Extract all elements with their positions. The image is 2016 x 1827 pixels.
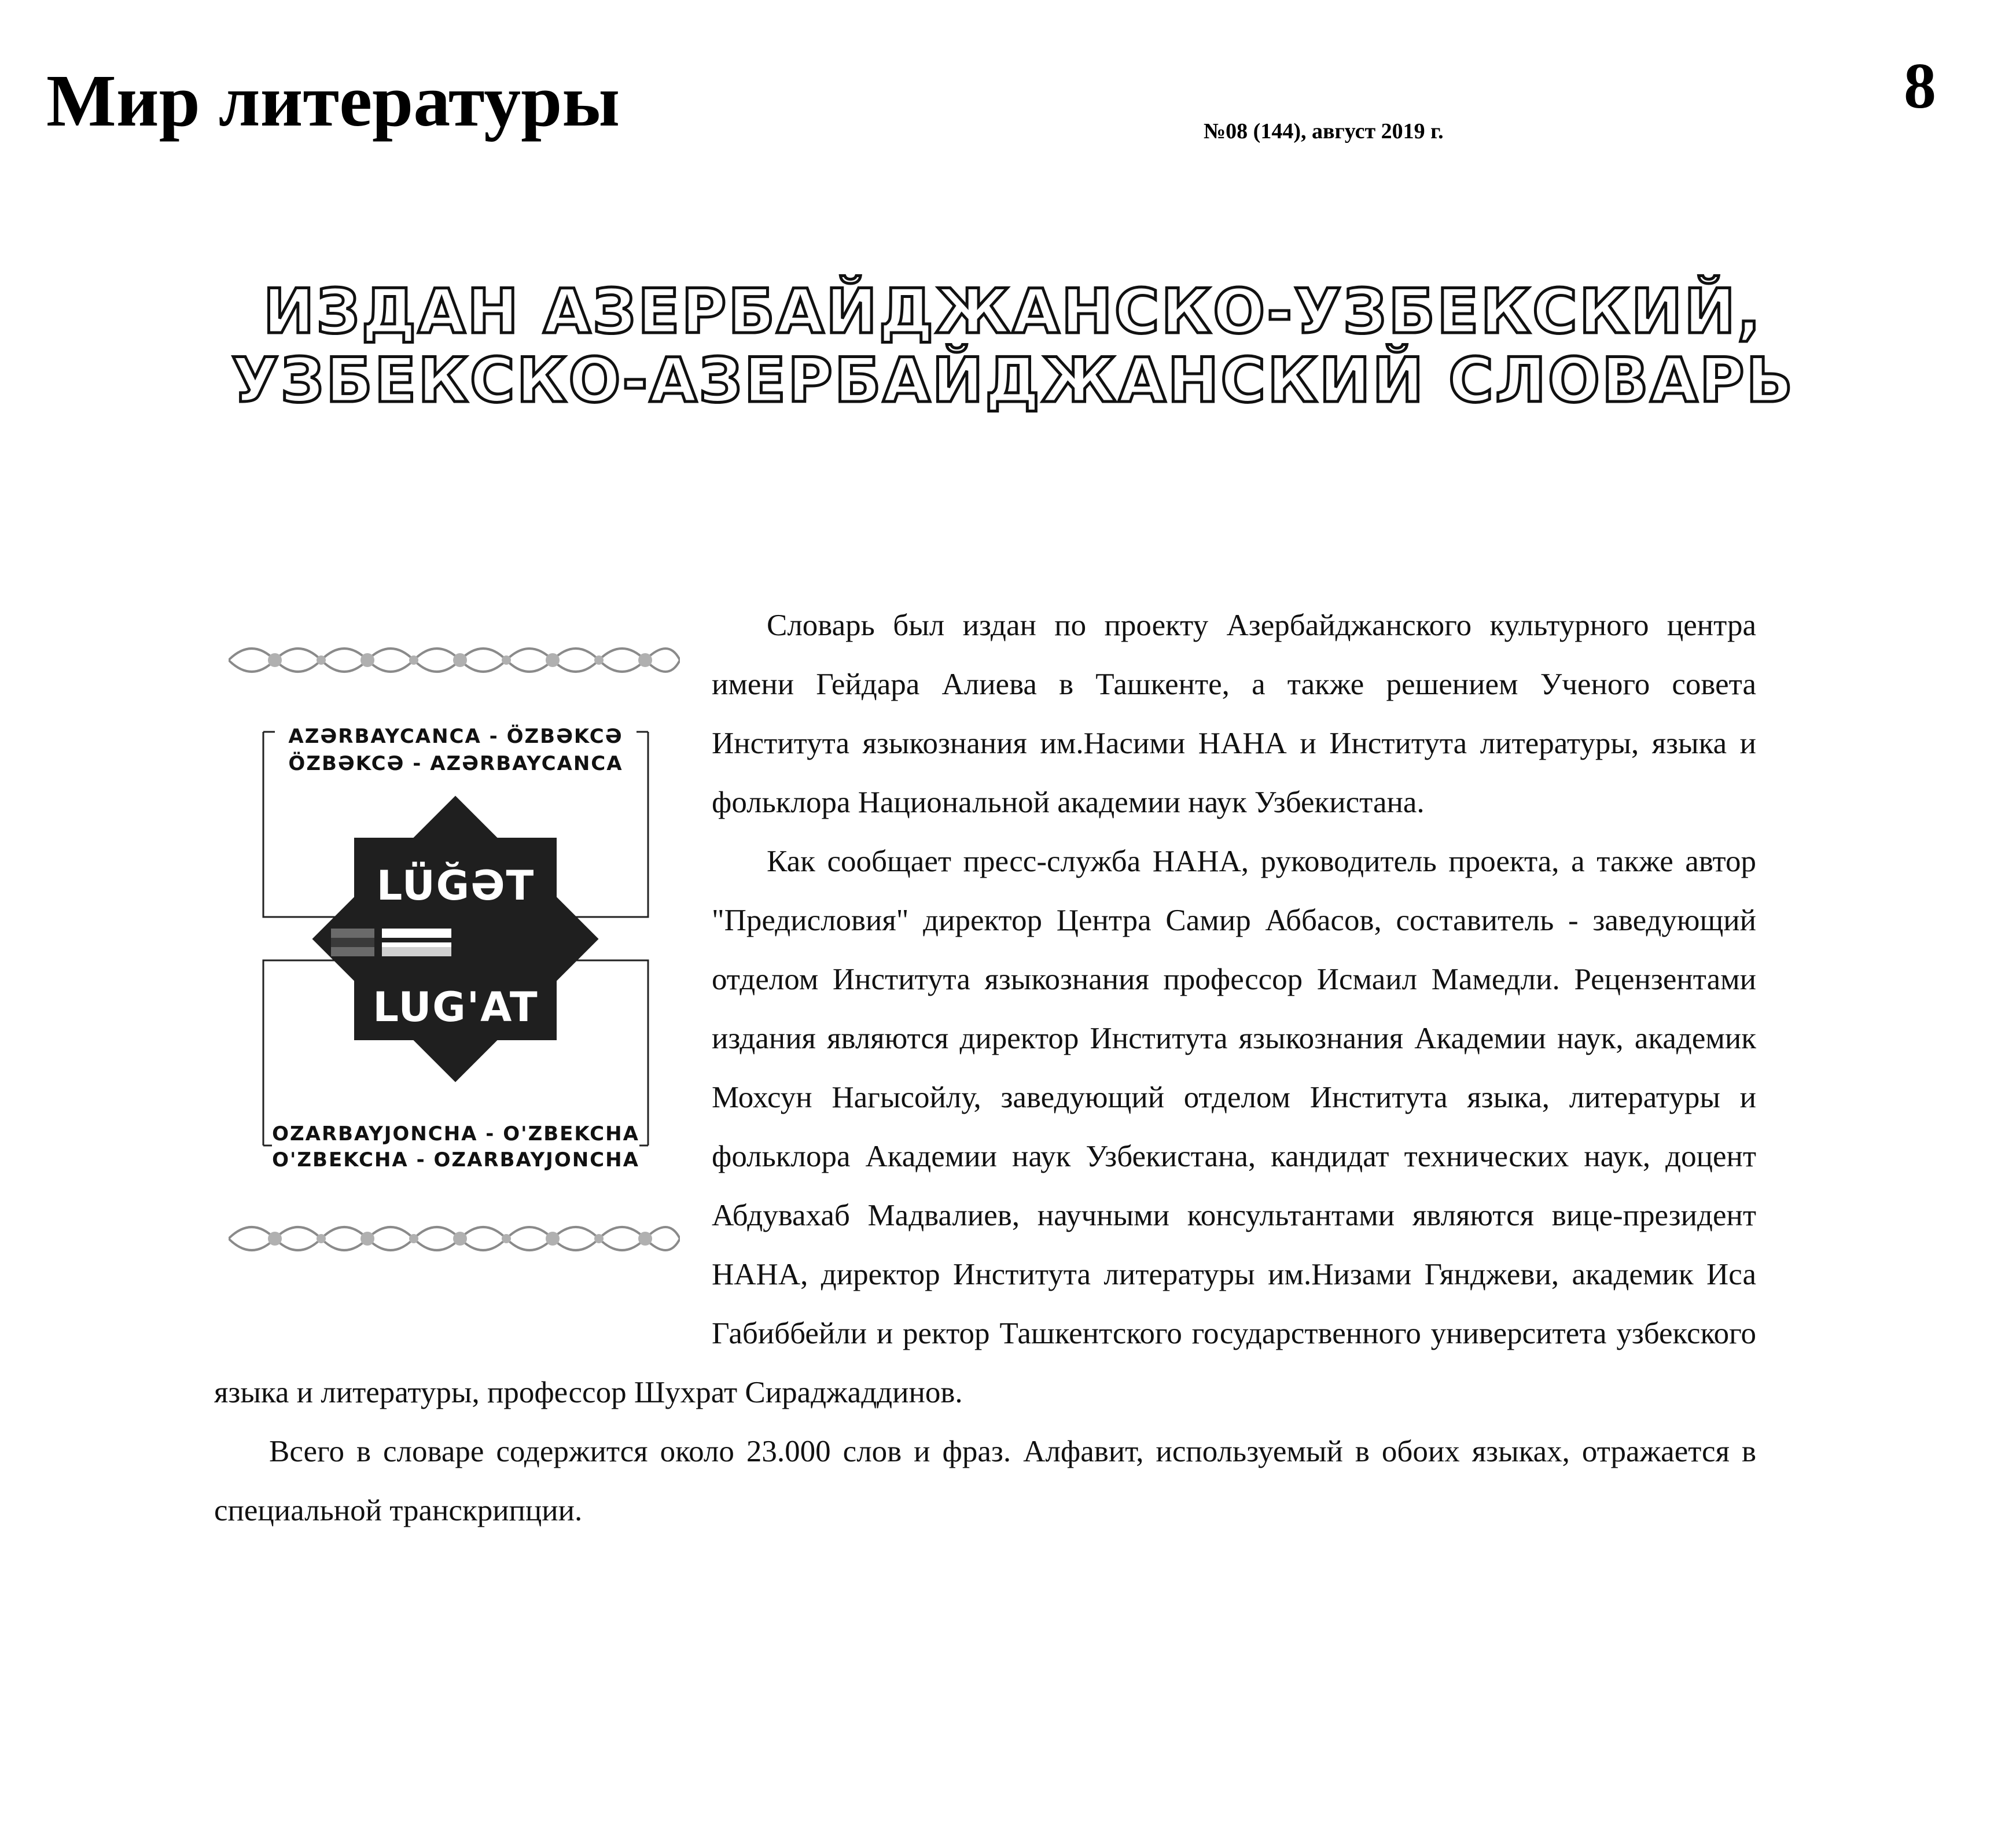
cover-title-az: LÜĞƏT	[376, 862, 535, 909]
article-paragraph: Как сообщает пресс-служба НАНА, руководитель проекта, а также автор "Предисловия" директор Центра Самир Аббасов, составитель - заведующий отделом Института языкознания профессор Исмаил Мамедли. Рецензентами издания являются директор Института языкознания Академии наук, академик Мохсун Нагысойлу, заведующий отделом Института языка, литературы и фольклора Академии наук Узбекистана, кандидат технических наук, доцент Абдувахаб Мадвалиев, научными консультантами являются вице-президент НАНА, директор Института литературы им.Низами Гянджеви, академик Иса Габиббейли и ректор Ташкентского государственного университета узбекского языка и литературы, профессор Шухрат Сираджаддинов.	[214, 845, 1756, 1409]
article-body	[214, 596, 1756, 1540]
article-headline	[231, 278, 1794, 415]
headline-line-2: УЗБЕКСКО-АЗЕРБАЙДЖАНСКИЙ СЛОВАРЬ	[231, 344, 1795, 416]
cover-bottom-line-2: O'ZBEKCHA - OZARBAYJONCHA	[272, 1148, 639, 1172]
page-number: 8	[1904, 50, 1936, 122]
cover-bottom-line-1: OZARBAYJONCHA - O'ZBEKCHA	[272, 1122, 639, 1145]
article-paragraph: Словарь был издан по проекту Азербайджанского культурного центра имени Гейдара Алиева в Ташкенте, а также решением Ученого совета Института языкознания им.Насими НАНА и Института литературы, языка и фольклора Национальной академии наук Узбекистана.	[712, 609, 1756, 819]
cover-top-line-2: ÖZBƏKCƏ - AZƏRBAYCANCA	[288, 752, 623, 775]
cover-top-line-1: AZƏRBAYCANCA - ÖZBƏKCƏ	[288, 725, 623, 748]
publication-title: Мир литературы	[46, 60, 620, 142]
headline-line-1: ИЗДАН АЗЕРБАЙДЖАНСКО-УЗБЕКСКИЙ,	[263, 276, 1763, 347]
cover-title-uz: LUG'AT	[373, 984, 539, 1031]
article-paragraph: Всего в словаре содержится около 23.000 слов и фраз. Алфавит, используемый в обоих языках, отражается в специальной транскрипции.	[214, 1435, 1756, 1527]
issue-info: №08 (144), август 2019 г.	[1204, 119, 1444, 143]
